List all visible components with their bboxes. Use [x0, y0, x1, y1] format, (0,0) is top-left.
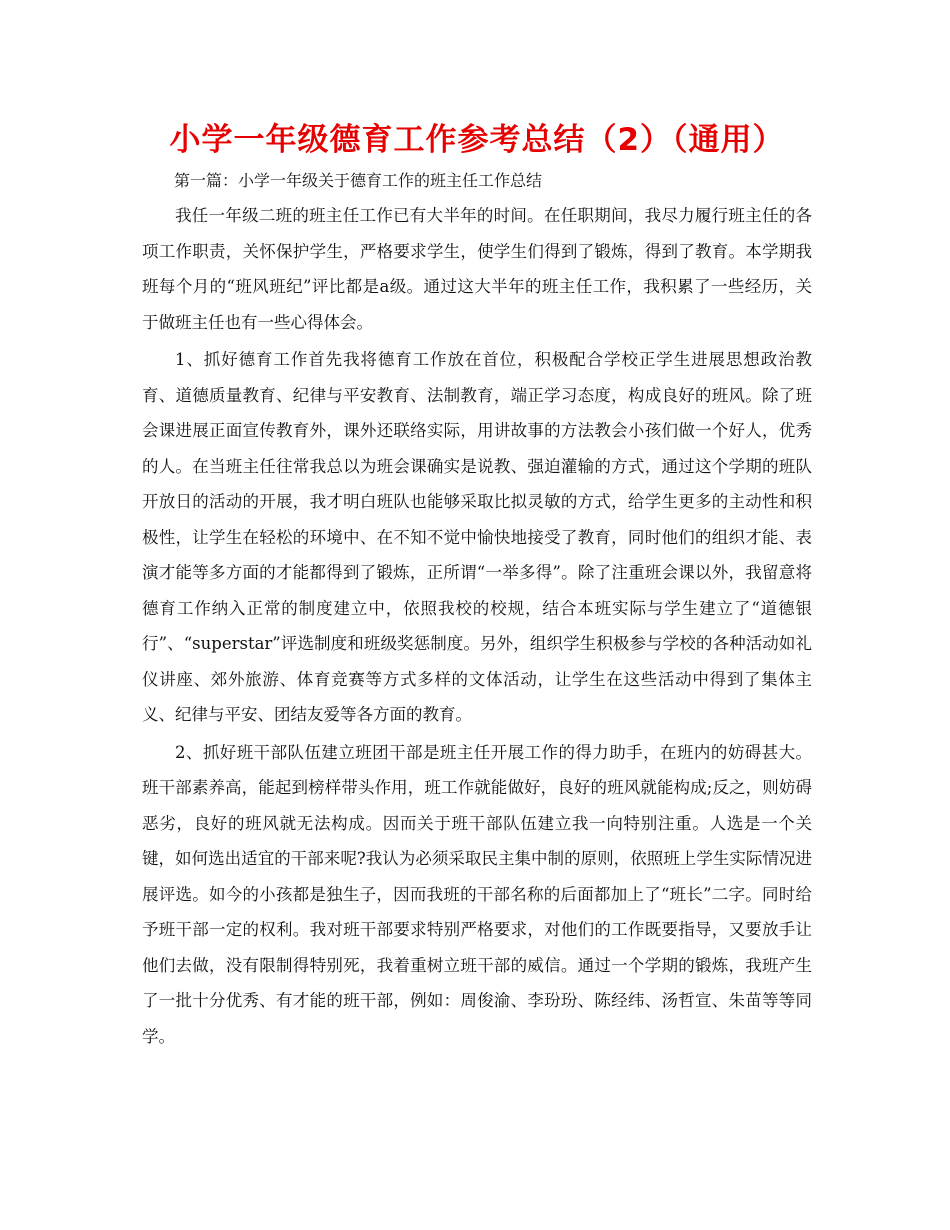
- document-subtitle: 第一篇：小学一年级关于德育工作的班主任工作总结: [174, 171, 543, 190]
- paragraph-class-cadres: 2、抓好班干部队伍建立班团干部是班主任开展工作的得力助手，在班内的妨碍甚大。班干部素养高，能起到榜样带头作用，班工作就能做好，良好的班风就能构成;反之，则妨碍恶劣，良好的班风就无法构成。因而关于班干部队伍建立我一向特别注重。人选是一个关键，如何选出适宜的干部来呢?我认为必须采取民主集中制的原则，依照班上学生实际情况进展评选。如今的小孩都是独生子，因而我班的干部名称的后面都加上了“班长”二字。同时给予班干部一定的权利。我对班干部要求特别严格要求，对他们的工作既要指导，又要放手让他们去做，没有限制得特别死，我着重树立班干部的威信。通过一个学期的锻炼，我班产生了一批十分优秀、有才能的班干部，例如：周俊渝、李玢玢、陈经纬、汤哲宣、朱苗等等同学。: [142, 742, 812, 1046]
- paragraph-moral-education: 1、抓好德育工作首先我将德育工作放在首位，积极配合学校正学生进展思想政治教育、道德质量教育、纪律与平安教育、法制教育，端正学习态度，构成良好的班风。除了班会课进展正面宣传教育外，课外还联络实际，用讲故事的方法教会小孩们做一个好人，优秀的人。在当班主任往常我总以为班会课确实是说教、强迫灌输的方式，通过这个学期的班队开放日的活动的开展，我才明白班队也能够采取比拟灵敏的方式，给学生更多的主动性和积极性，让学生在轻松的环境中、在不知不觉中愉快地接受了教育，同时他们的组织才能、表演才能等多方面的才能都得到了锻炼，正所谓“一举多得”。除了注重班会课以外，我留意将德育工作纳入正常的制度建立中，依照我校的校规，结合本班实际与学生建立了“道德银行”、“superstar”评选制度和班级奖惩制度。另外，组织学生积极参与学校的各种活动如礼仪讲座、郊外旅游、体育竞赛等方式多样的文体活动，让学生在这些活动中得到了集体主义、纪律与平安、团结友爱等各方面的教育。: [142, 350, 812, 724]
- document-page: [142, 118, 812, 1056]
- paragraph-intro: 我任一年级二班的班主任工作已有大半年的时间。在任职期间，我尽力履行班主任的各项工作职责，关怀保护学生，严格要求学生，使学生们得到了锻炼，得到了教育。本学期我班每个月的“班风班纪”评比都是a级。通过这大半年的班主任工作，我积累了一些经历，关于做班主任也有一些心得体会。: [142, 206, 812, 332]
- document-title: 小学一年级德育工作参考总结（2）（通用）: [169, 122, 785, 158]
